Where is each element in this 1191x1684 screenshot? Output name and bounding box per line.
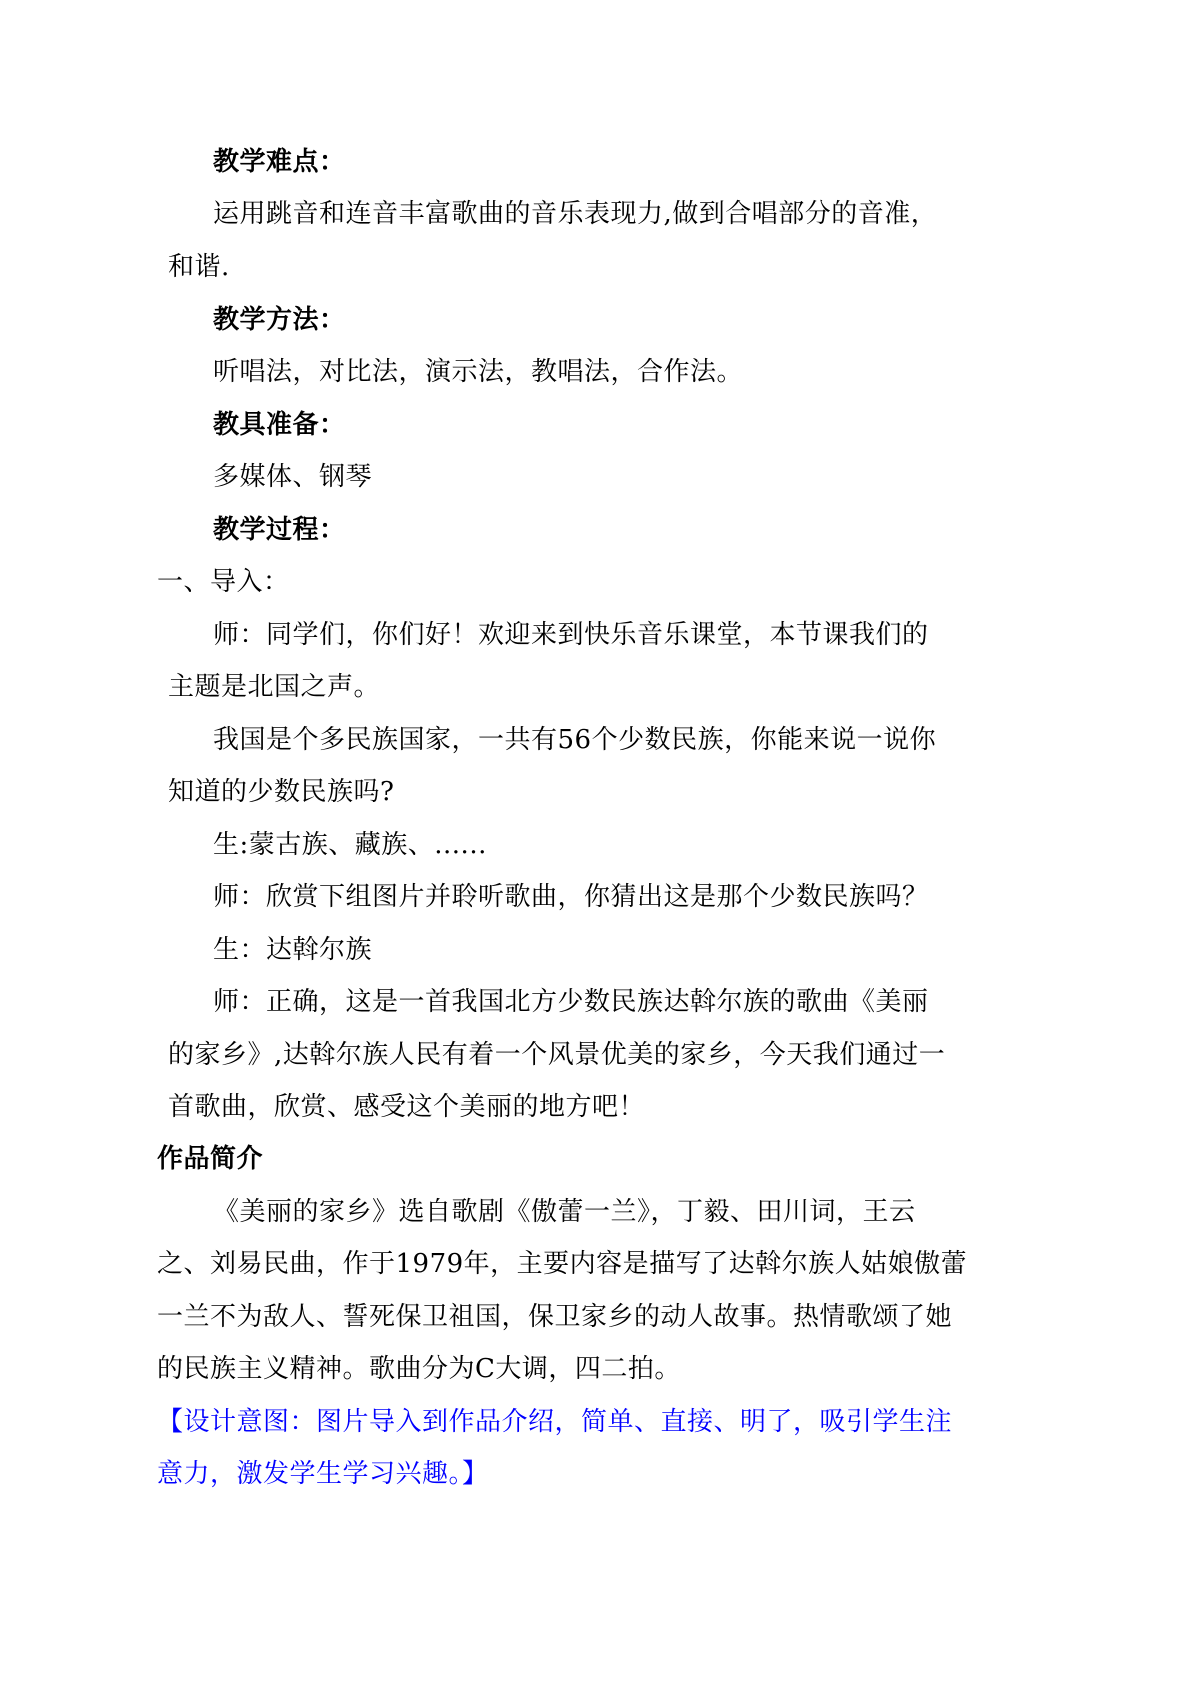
- intro-heading: 一、导入：: [157, 567, 290, 597]
- teacher-line-2b: 知道的少数民族吗?: [168, 777, 395, 807]
- teacher-line-1a: 师：同学们，你们好！欢迎来到快乐音乐课堂，本节课我们的: [213, 620, 929, 650]
- method-heading: 教学方法：: [213, 305, 346, 335]
- design-note-line-2: 意力，激发学生学习兴趣。】: [157, 1459, 489, 1489]
- design-note-line-1: 【设计意图：图片导入到作品介绍，简单、直接、明了，吸引学生注: [157, 1407, 953, 1437]
- work-heading: 作品简介: [157, 1144, 264, 1174]
- teacher-line-4c: 首歌曲，欣赏、感受这个美丽的地方吧！: [168, 1092, 646, 1122]
- method-text: 听唱法，对比法，演示法，教唱法，合作法。: [213, 357, 744, 387]
- student-line-2: 生：达斡尔族: [213, 935, 373, 965]
- work-line-4: 的民族主义精神。歌曲分为C大调，四二拍。: [157, 1354, 681, 1384]
- process-heading: 教学过程：: [213, 515, 346, 545]
- teacher-line-3: 师：欣赏下组图片并聆听歌曲，你猜出这是那个少数民族吗？: [213, 882, 929, 912]
- difficulty-text-line-1: 运用跳音和连音丰富歌曲的音乐表现力,做到合唱部分的音准，: [213, 199, 938, 229]
- work-line-1: 《美丽的家乡》选自歌剧《傲蕾一兰》，丁毅、田川词，王云: [213, 1197, 916, 1227]
- difficulty-heading: 教学难点：: [213, 147, 346, 177]
- teacher-line-1b: 主题是北国之声。: [168, 672, 381, 702]
- tools-text: 多媒体、钢琴: [213, 462, 373, 492]
- difficulty-text-line-2: 和谐.: [168, 252, 230, 282]
- work-line-2: 之、刘易民曲，作于1979年，主要内容是描写了达斡尔族人姑娘傲蕾: [157, 1249, 968, 1279]
- tools-heading: 教具准备：: [213, 410, 346, 440]
- teacher-line-4a: 师：正确，这是一首我国北方少数民族达斡尔族的歌曲《美丽: [213, 987, 929, 1017]
- teacher-line-2a: 我国是个多民族国家，一共有56个少数民族，你能来说一说你: [213, 725, 937, 755]
- student-line-1: 生:蒙古族、藏族、......: [213, 830, 487, 860]
- work-line-3: 一兰不为敌人、誓死保卫祖国，保卫家乡的动人故事。热情歌颂了她: [157, 1302, 953, 1332]
- teacher-line-4b: 的家乡》,达斡尔族人民有着一个风景优美的家乡，今天我们通过一: [168, 1040, 946, 1070]
